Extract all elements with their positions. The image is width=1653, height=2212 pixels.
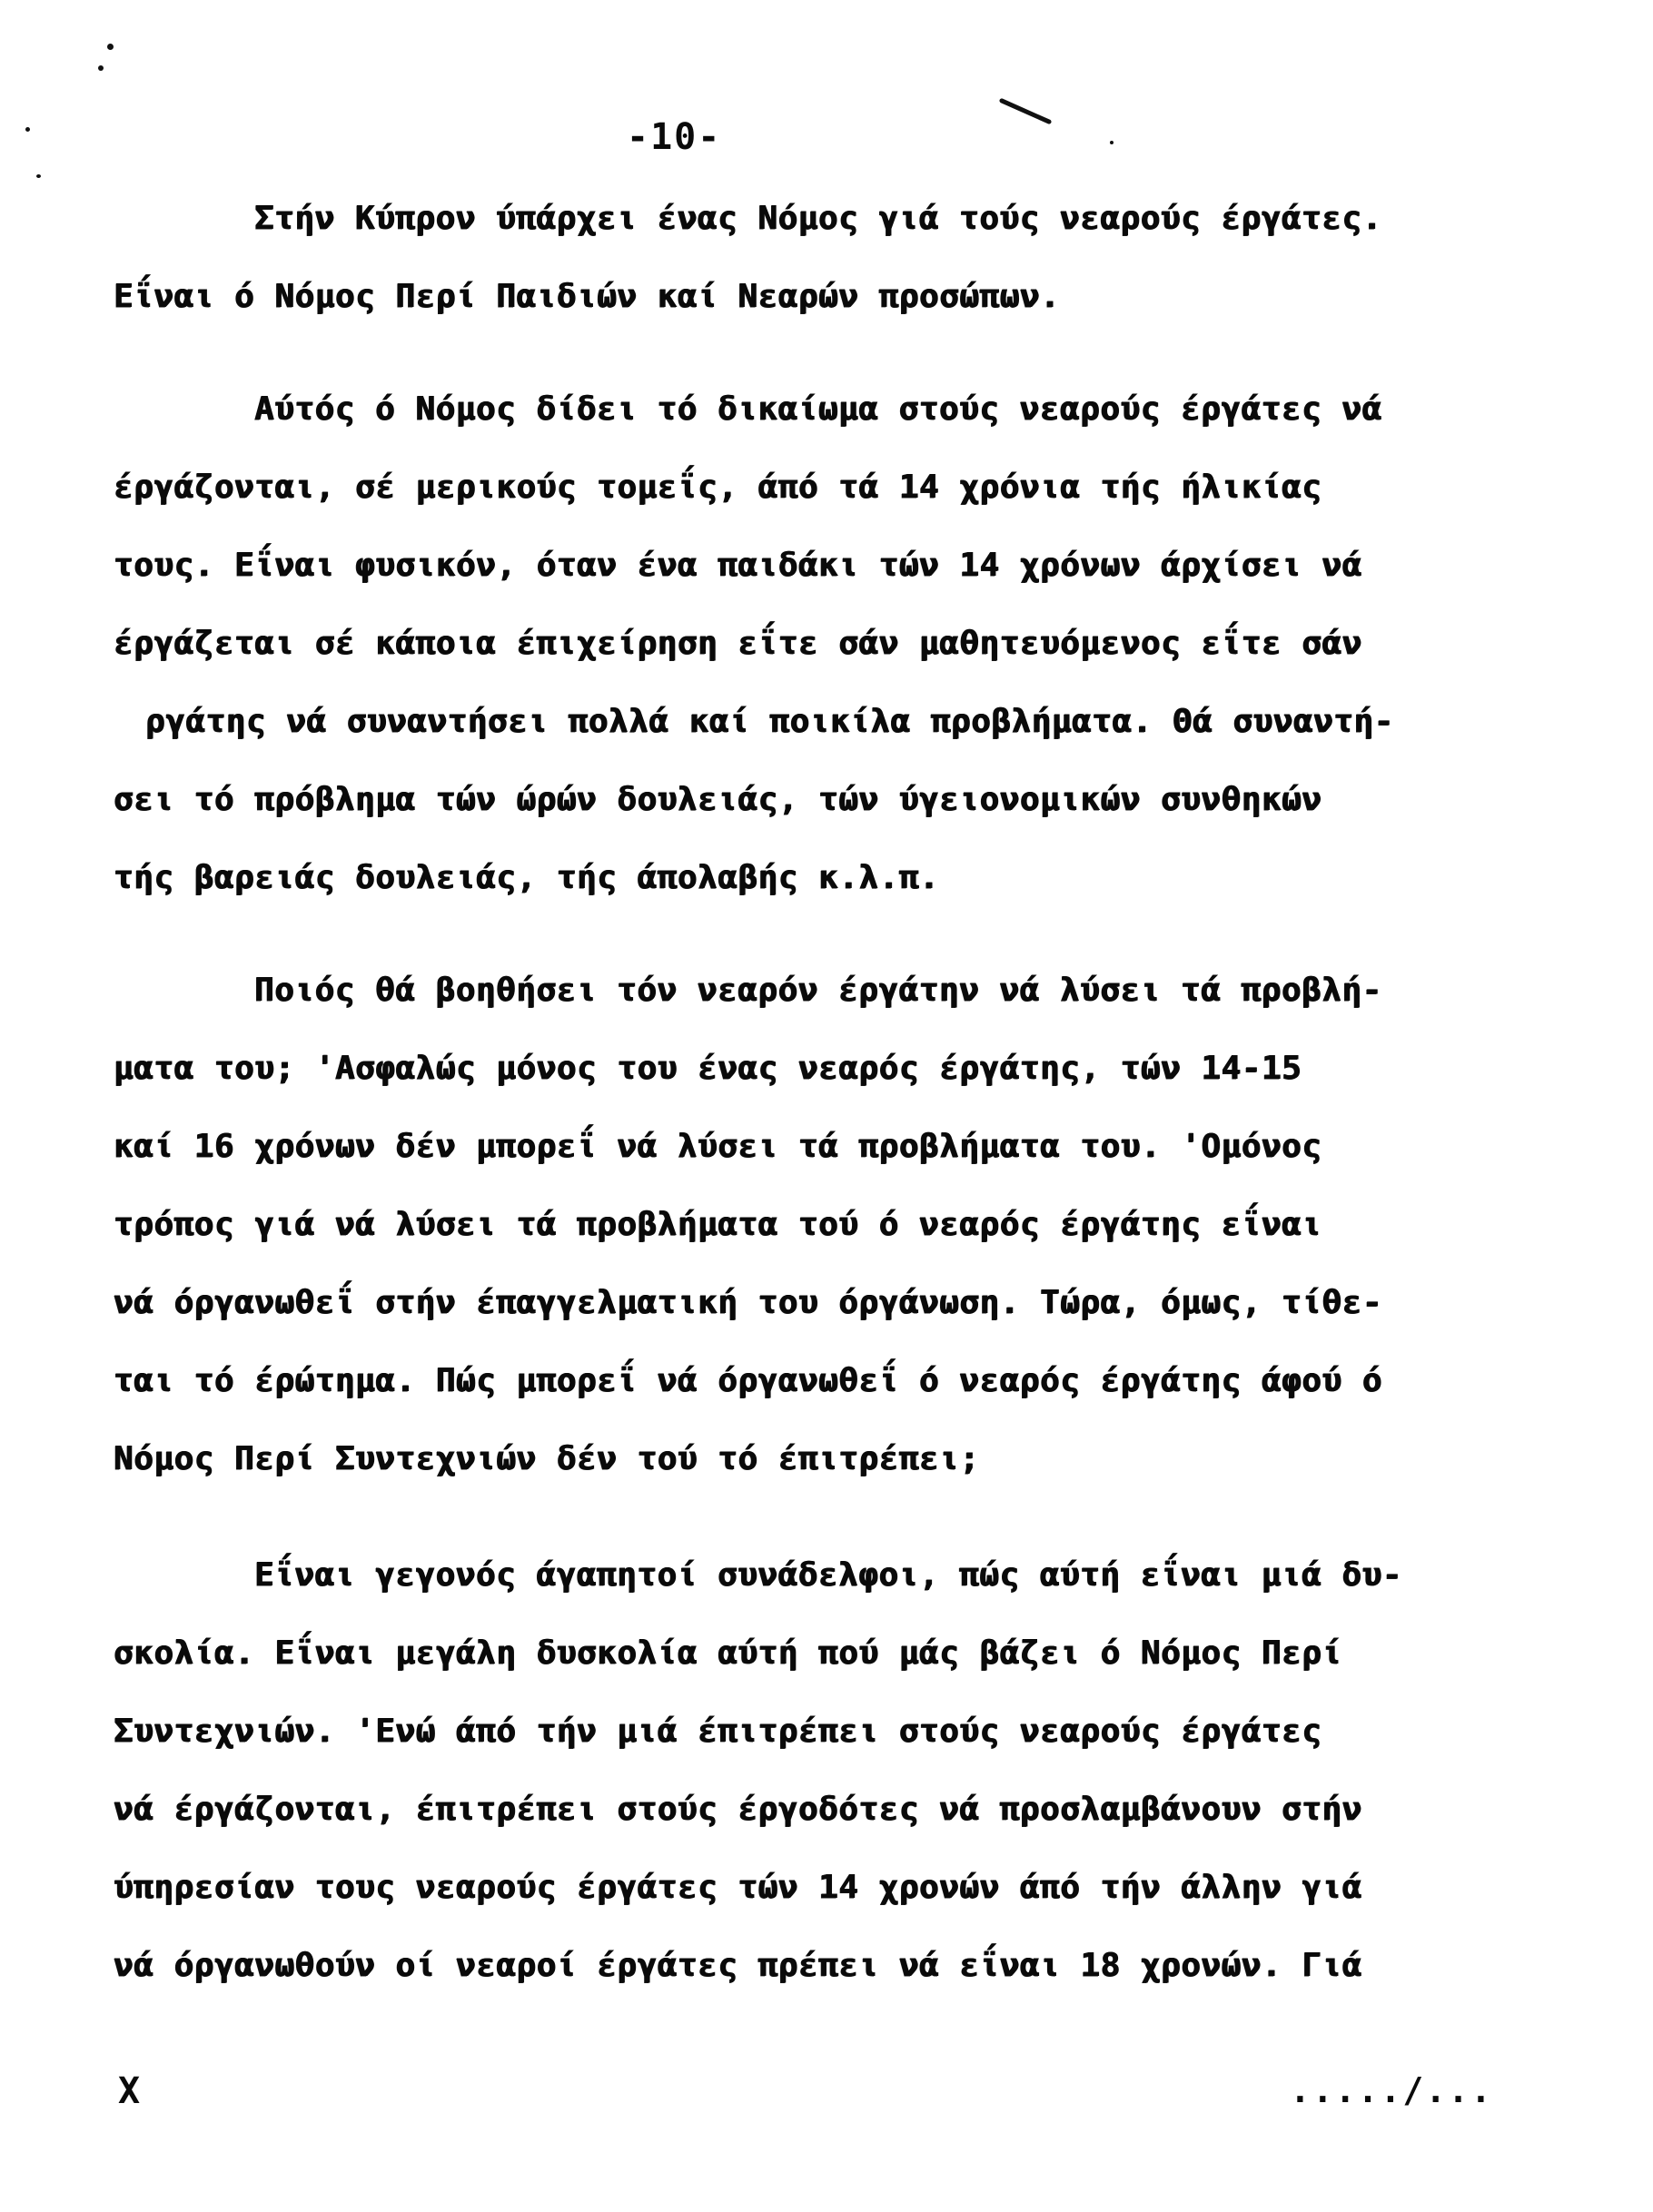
- text-line: ργάτης νά συναντήσει πολλά καί ποικίλα προβλήματα. Θά συναντή-: [145, 703, 1394, 740]
- paragraph-2: [114, 370, 1621, 917]
- text-line: καί 16 χρόνων δέν μπορεΐ νά λύσει τά προβλήματα του. 'Ομόνος: [114, 1128, 1322, 1165]
- text-line: τους. Εΐναι φυσικόν, όταν ένα παιδάκι τών 14 χρόνων άρχίσει νά: [114, 547, 1362, 584]
- text-line: νά όργανωθεΐ στήν έπαγγελματική του όργάνωση. Τώρα, όμως, τίθε-: [114, 1284, 1382, 1321]
- continuation-mark: ...../...: [1290, 2070, 1493, 2110]
- scan-speck: [1110, 141, 1114, 144]
- paragraph-3: [114, 952, 1621, 1498]
- pen-stroke-mark: [999, 98, 1053, 125]
- text-line: Στήν Κύπρον ύπάρχει ένας Νόμος γιά τούς νεαρούς έργάτες.: [254, 200, 1382, 237]
- text-line: τρόπος γιά νά λύσει τά προβλήματα τού ό νεαρός έργάτης εΐναι: [114, 1206, 1322, 1243]
- text-line: Συντεχνιών. 'Ενώ άπό τήν μιά έπιτρέπει στούς νεαρούς έργάτες: [114, 1713, 1322, 1750]
- scan-speck: [25, 127, 30, 132]
- text-line: Νόμος Περί Συντεχνιών δέν τού τό έπιτρέπει;: [114, 1440, 980, 1477]
- text-line: έργάζονται, σέ μερικούς τομεΐς, άπό τά 14 χρόνια τής ήλικίας: [114, 469, 1322, 506]
- footer-mark: X: [118, 2070, 141, 2112]
- page-number: -10-: [627, 116, 722, 158]
- scan-speck: [107, 44, 114, 50]
- text-line: έργάζεται σέ κάποια έπιχείρηση εΐτε σάν μαθητευόμενος εΐτε σάν: [114, 625, 1362, 662]
- text-line: τής βαρειάς δουλειάς, τής άπολαβής κ.λ.π.: [114, 859, 940, 896]
- paragraph-4: [114, 1536, 1621, 2005]
- paragraph-1: [114, 180, 1621, 336]
- text-line: ται τό έρώτημα. Πώς μπορεΐ νά όργανωθεΐ ό νεαρός έργάτης άφού ό: [114, 1362, 1382, 1399]
- text-line: Αύτός ό Νόμος δίδει τό δικαίωμα στούς νεαρούς έργάτες νά: [254, 390, 1382, 428]
- text-line: νά όργανωθούν οί νεαροί έργάτες πρέπει νά εΐναι 18 χρονών. Γιά: [114, 1947, 1362, 1984]
- text-line: σκολία. Εΐναι μεγάλη δυσκολία αύτή πού μάς βάζει ό Νόμος Περί: [114, 1634, 1342, 1672]
- text-line: νά έργάζονται, έπιτρέπει στούς έργοδότες νά προσλαμβάνουν στήν: [114, 1791, 1362, 1828]
- text-line: Ποιός θά βοηθήσει τόν νεαρόν έργάτην νά λύσει τά προβλή-: [254, 972, 1382, 1009]
- text-line: ύπηρεσίαν τους νεαρούς έργάτες τών 14 χρονών άπό τήν άλλην γιά: [114, 1869, 1362, 1906]
- text-line: ματα του; 'Ασφαλώς μόνος του ένας νεαρός έργάτης, τών 14-15: [114, 1050, 1302, 1087]
- text-line: σει τό πρόβλημα τών ώρών δουλειάς, τών ύγειονομικών συνθηκών: [114, 781, 1322, 818]
- scan-speck: [36, 174, 41, 178]
- text-line: Εΐναι ό Νόμος Περί Παιδιών καί Νεαρών προσώπων.: [114, 278, 1061, 315]
- scan-speck: [98, 65, 104, 71]
- text-line: Εΐναι γεγονός άγαπητοί συνάδελφοι, πώς αύτή εΐναι μιά δυ-: [254, 1556, 1402, 1594]
